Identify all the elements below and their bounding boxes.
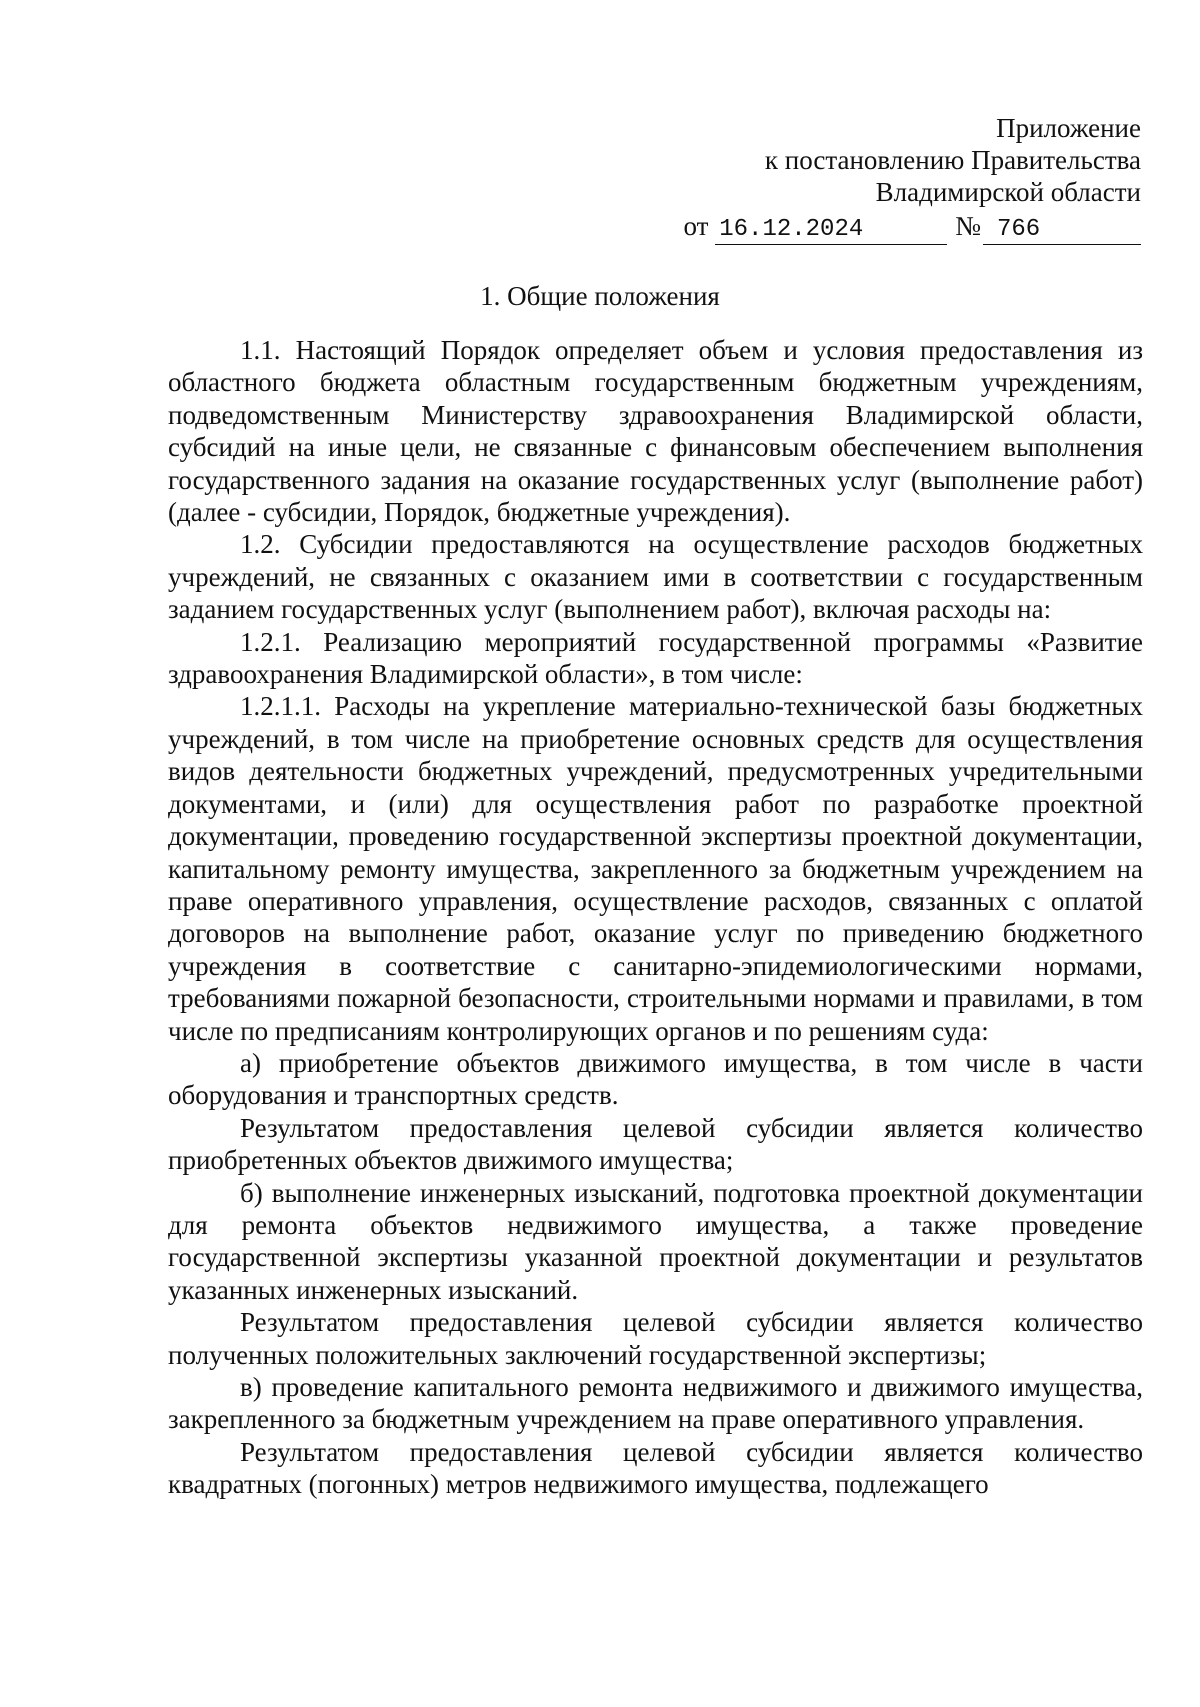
paragraph-1-2-1-1: 1.2.1.1. Расходы на укрепление материально-технической базы бюджетных учреждений, в том числе на приобретение основных средств для осуществления видов деятельности бюджетных учреждений, предусмотренных учредительными документами, и (или) для осуществления работ по разработке проектной документации, проведению государственной экспертизы проектной документации, капитальному ремонту имущества, закрепленного за бюджетным учреждением на праве оперативного управления, осуществление расходов, связанных с оплатой договоров на выполнение работ, оказание услуг по приведению бюджетного учреждения в соответствие с санитарно-эпидемиологическими нормами, требованиями пожарной безопасности, строительными нормами и правилами, в том числе по предписаниям контролирующих органов и по решениям суда:: [168, 691, 1143, 1046]
item-b: б) выполнение инженерных изысканий, подготовка проектной документации для ремонта объектов недвижимого имущества, а также проведение государственной экспертизы указанной проектной документации и результатов указанных инженерных изысканий.: [168, 1177, 1143, 1305]
paragraph-1-1: 1.1. Настоящий Порядок определяет объем и условия предоставления из областного бюджета областным государственным бюджетным учреждениям, подведомственным Министерству здравоохранения Владимирской области, субсидий на иные цели, не связанные с финансовым обеспечением выполнения государственного задания на оказание государственных услуг (выполнение работ) (далее - субсидии, Порядок, бюджетные учреждения).: [168, 335, 1143, 528]
item-a: а) приобретение объектов движимого имущества, в том числе в части оборудования и транспортных средств.: [168, 1047, 1143, 1111]
appendix-label: Приложение: [996, 113, 1141, 143]
resolution-date: 16.12.2024: [715, 216, 947, 245]
resolution-reference: к постановлению Правительства: [764, 145, 1141, 175]
document-body: [168, 334, 1143, 1501]
region-name: Владимирской области: [875, 177, 1141, 207]
result-b: Результатом предоставления целевой субсидии является количество полученных положительных заключений государственной экспертизы;: [168, 1307, 1143, 1370]
section-title: 1. Общие положения: [480, 281, 720, 311]
resolution-date-line: [684, 210, 1141, 245]
paragraph-1-2: 1.2. Субсидии предоставляются на осуществление расходов бюджетных учреждений, не связанных с оказанием ими в соответствии с государственным заданием государственных услуг (выполнением работ), включая расходы на:: [168, 529, 1143, 625]
date-prefix: от: [683, 211, 709, 241]
paragraph-1-2-1: 1.2.1. Реализацию мероприятий государственной программы «Развитие здравоохранения Владимирской области», в том числе:: [168, 626, 1143, 690]
number-sign: №: [955, 211, 981, 241]
item-v: в) проведение капитального ремонта недвижимого и движимого имущества, закрепленного за бюджетным учреждением на праве оперативного управления.: [168, 1372, 1143, 1435]
result-v: Результатом предоставления целевой субсидии является количество квадратных (погонных) метров недвижимого имущества, подлежащего: [168, 1436, 1143, 1500]
resolution-number: 766: [983, 216, 1141, 245]
result-a: Результатом предоставления целевой субсидии является количество приобретенных объектов движимого имущества;: [168, 1112, 1143, 1176]
appendix-header: [684, 112, 1141, 245]
